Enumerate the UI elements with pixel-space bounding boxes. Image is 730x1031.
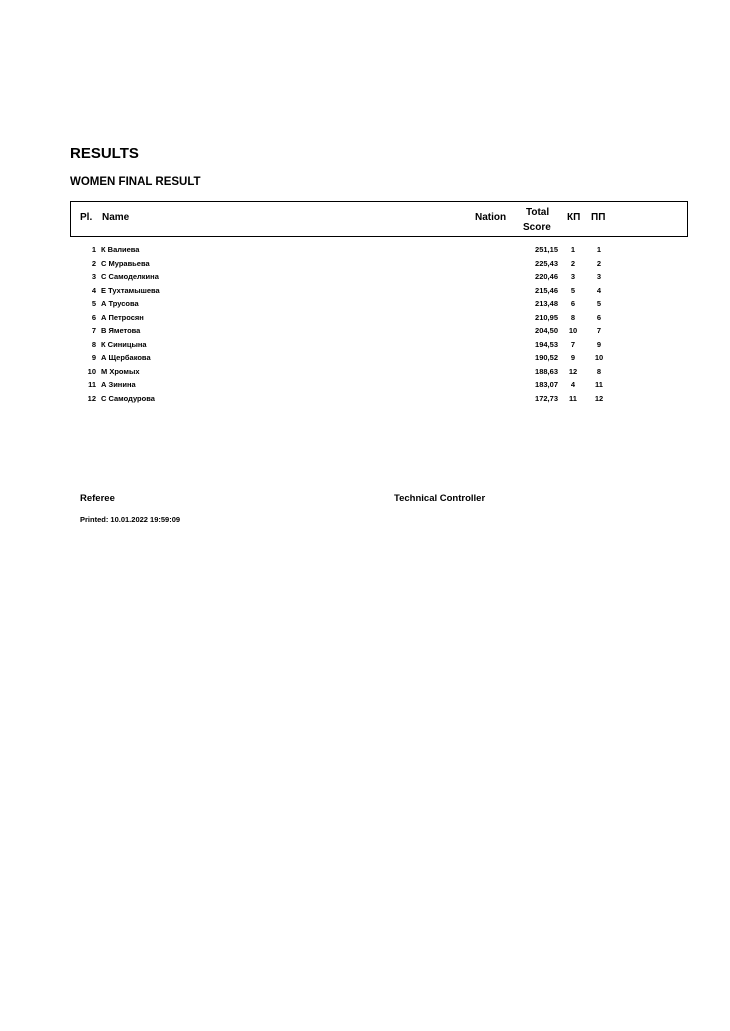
cell-name: М Хромых bbox=[101, 366, 140, 376]
cell-place: 5 bbox=[91, 299, 96, 308]
cell-place: 7 bbox=[91, 326, 96, 335]
cell-name: А Трусова bbox=[101, 299, 139, 308]
cell-score: 225,43 bbox=[535, 258, 558, 268]
cell-pp: 3 bbox=[596, 272, 602, 281]
cell-place: 2 bbox=[91, 258, 96, 268]
header-place: Pl. bbox=[80, 212, 93, 223]
cell-score: 220,46 bbox=[535, 272, 558, 281]
cell-place: 3 bbox=[91, 272, 96, 281]
cell-kp: 3 bbox=[570, 272, 576, 281]
header-pp: ПП bbox=[591, 212, 606, 223]
cell-pp: 9 bbox=[596, 339, 602, 349]
cell-name: В Яметова bbox=[101, 326, 141, 335]
table-row bbox=[70, 353, 686, 366]
cell-kp: 6 bbox=[570, 299, 576, 308]
cell-score: 172,73 bbox=[535, 393, 558, 403]
referee-label: Referee bbox=[80, 493, 115, 504]
cell-kp: 2 bbox=[570, 258, 576, 268]
cell-kp: 10 bbox=[568, 326, 578, 335]
table-header bbox=[70, 201, 688, 237]
cell-pp: 2 bbox=[596, 258, 602, 268]
cell-pp: 6 bbox=[596, 312, 602, 322]
header-kp: КП bbox=[567, 212, 581, 223]
header-nation: Nation bbox=[475, 212, 507, 223]
cell-name: К Синицына bbox=[101, 339, 147, 349]
table-row bbox=[70, 340, 686, 353]
header-total: Total bbox=[526, 207, 550, 218]
table-row bbox=[70, 394, 686, 407]
table-row bbox=[70, 286, 686, 299]
cell-kp: 4 bbox=[570, 380, 576, 389]
page-subtitle: WOMEN FINAL RESULT bbox=[70, 176, 201, 188]
cell-name: С Муравьева bbox=[101, 258, 150, 268]
cell-place: 10 bbox=[87, 366, 96, 376]
cell-pp: 4 bbox=[596, 285, 602, 295]
cell-pp: 12 bbox=[594, 393, 604, 403]
cell-kp: 11 bbox=[569, 393, 577, 403]
cell-score: 251,15 bbox=[535, 245, 558, 254]
cell-score: 188,63 bbox=[535, 366, 558, 376]
cell-score: 215,46 bbox=[535, 285, 558, 295]
cell-place: 9 bbox=[91, 353, 96, 362]
cell-kp: 7 bbox=[570, 339, 576, 349]
cell-kp: 9 bbox=[570, 353, 576, 362]
cell-place: 12 bbox=[87, 393, 96, 403]
header-name: Name bbox=[102, 212, 130, 223]
cell-name: А Щербакова bbox=[101, 353, 151, 362]
cell-place: 6 bbox=[91, 312, 96, 322]
table-row bbox=[70, 313, 686, 326]
cell-pp: 1 bbox=[596, 245, 602, 254]
cell-pp: 7 bbox=[596, 326, 602, 335]
technical-controller-label: Technical Controller bbox=[394, 493, 486, 504]
page-title: RESULTS bbox=[70, 145, 139, 162]
cell-pp: 8 bbox=[596, 366, 602, 376]
cell-place: 1 bbox=[91, 245, 96, 254]
table-row bbox=[70, 245, 686, 258]
table-row bbox=[70, 272, 686, 285]
table-row bbox=[70, 299, 686, 312]
header-score: Score bbox=[523, 222, 551, 233]
cell-name: К Валиева bbox=[101, 245, 140, 254]
printed-timestamp: Printed: 10.01.2022 19:59:09 bbox=[80, 515, 181, 524]
cell-score: 210,95 bbox=[535, 312, 558, 322]
cell-score: 190,52 bbox=[535, 353, 558, 362]
cell-name: Е Тухтамышева bbox=[101, 285, 160, 295]
cell-kp: 12 bbox=[568, 366, 578, 376]
table-row bbox=[70, 380, 686, 393]
cell-place: 8 bbox=[91, 339, 96, 349]
cell-score: 183,07 bbox=[535, 380, 558, 389]
cell-score: 213,48 bbox=[535, 299, 558, 308]
cell-kp: 1 bbox=[570, 245, 576, 254]
cell-pp: 5 bbox=[596, 299, 602, 308]
table-row bbox=[70, 259, 686, 272]
cell-name: С Самоделкина bbox=[101, 272, 159, 281]
table-row bbox=[70, 367, 686, 380]
cell-name: С Самодурова bbox=[101, 393, 155, 403]
cell-name: А Петросян bbox=[101, 312, 144, 322]
table-row bbox=[70, 326, 686, 339]
cell-pp: 10 bbox=[594, 353, 604, 362]
cell-kp: 8 bbox=[570, 312, 576, 322]
cell-score: 204,50 bbox=[535, 326, 558, 335]
cell-place: 4 bbox=[91, 285, 96, 295]
cell-name: А Зинина bbox=[101, 380, 136, 389]
cell-pp: 11 bbox=[595, 380, 603, 389]
cell-place: 11 bbox=[88, 380, 96, 389]
cell-kp: 5 bbox=[570, 285, 576, 295]
cell-score: 194,53 bbox=[535, 339, 558, 349]
